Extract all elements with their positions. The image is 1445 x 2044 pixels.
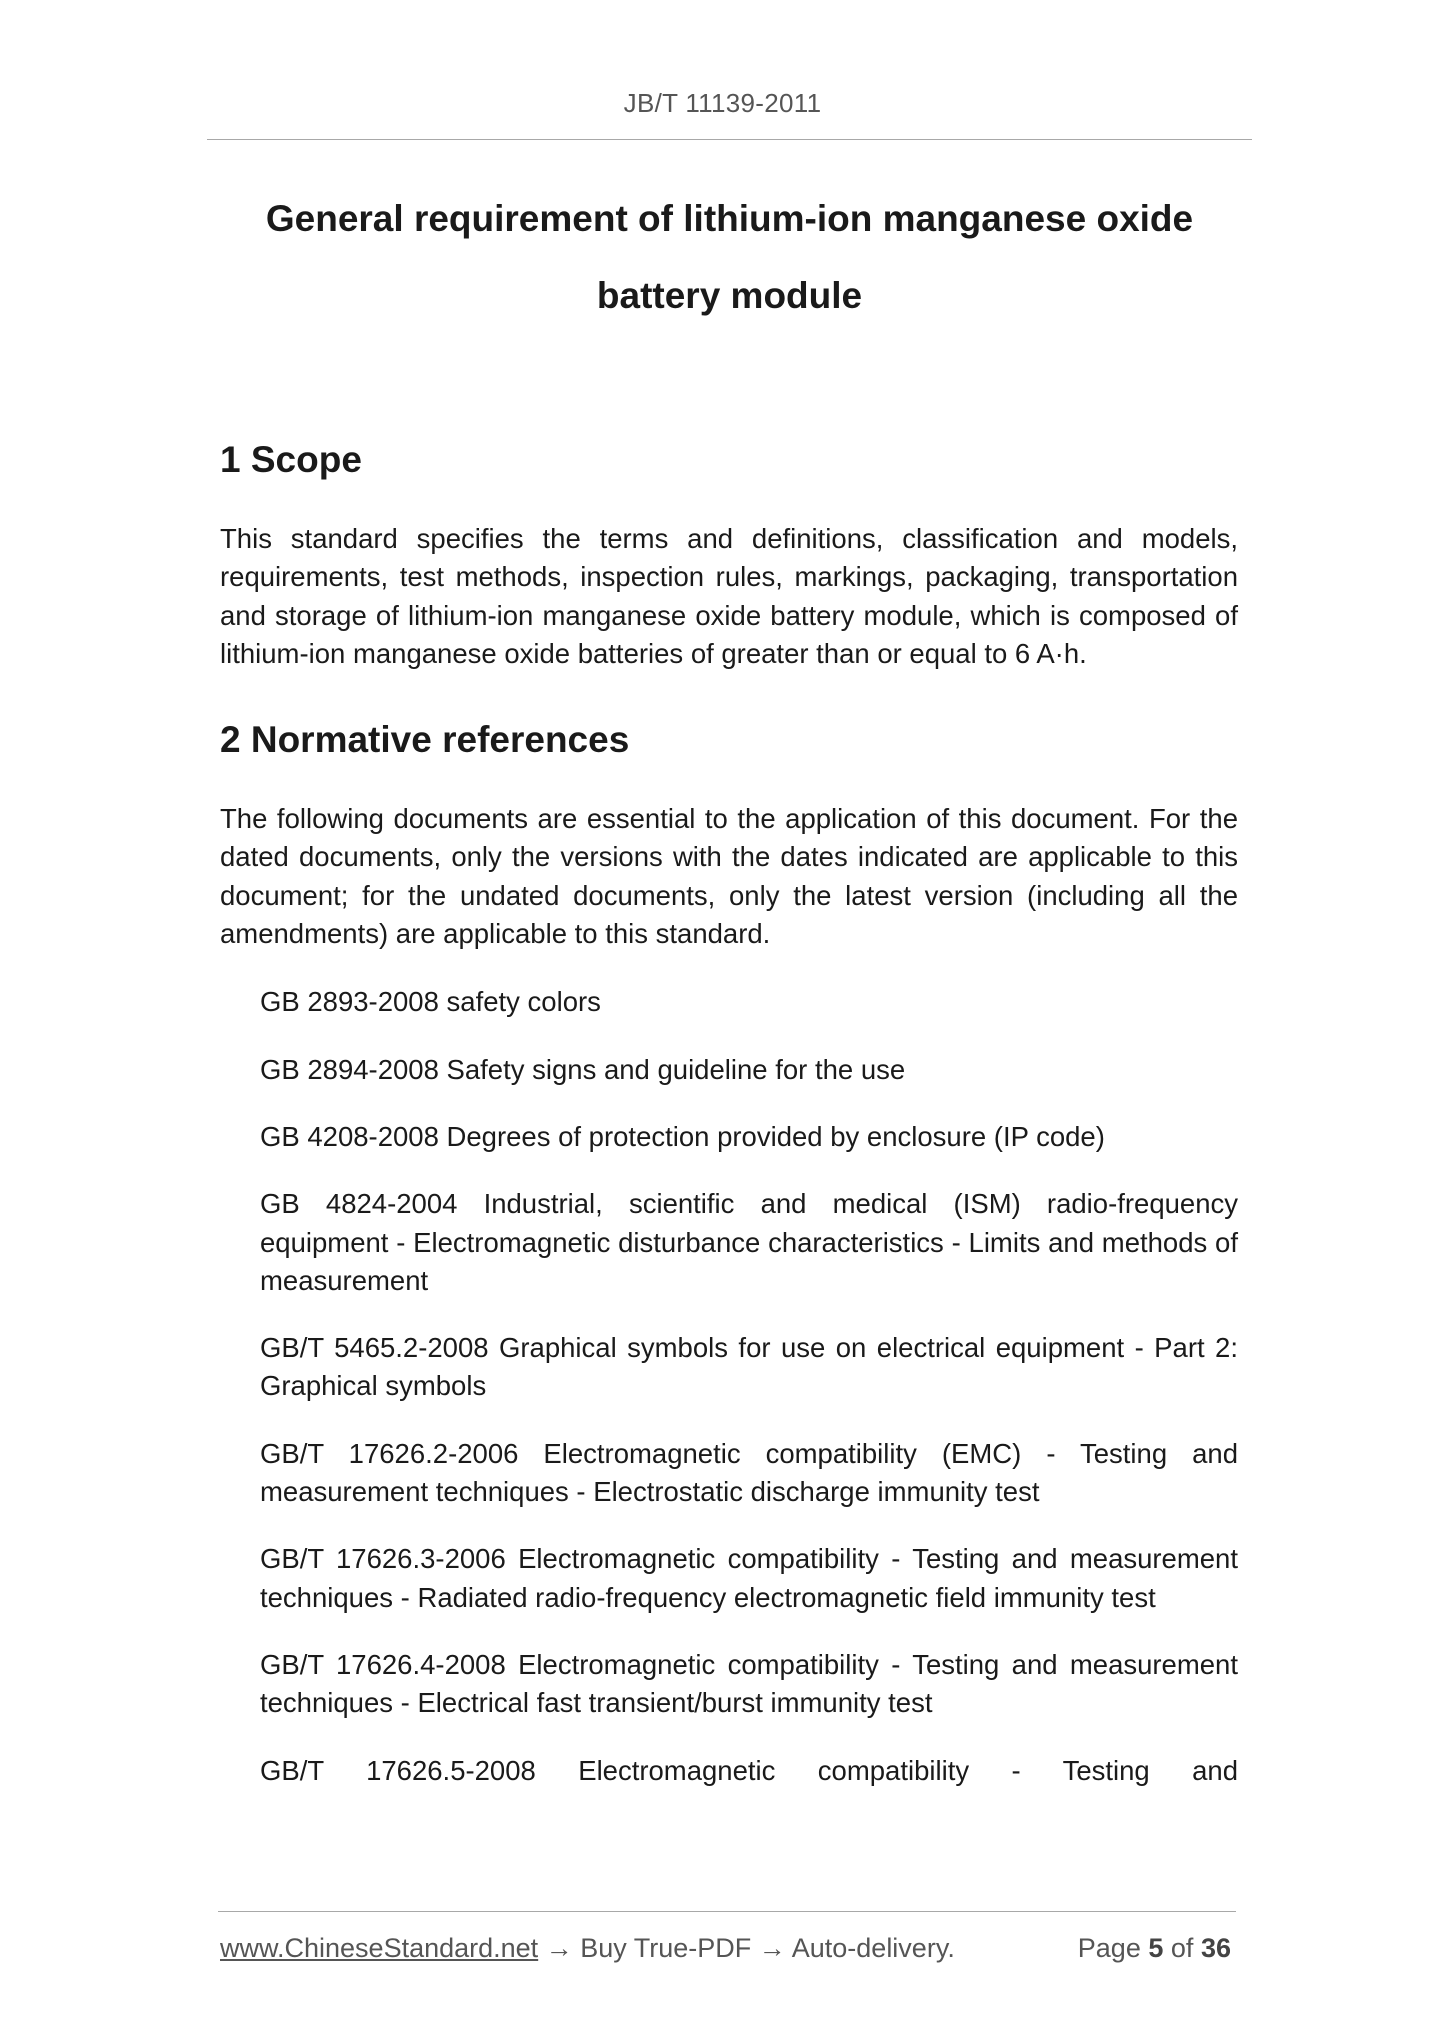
reference-item: GB 2894-2008 Safety signs and guideline for the use [260, 1053, 906, 1085]
reference-item: GB 2893-2008 safety colors [260, 986, 601, 1018]
spacer [220, 673, 1238, 710]
document-title [207, 180, 1252, 334]
document-body [220, 430, 1238, 1790]
footer-promo [220, 1933, 955, 1964]
header-divider [207, 139, 1252, 140]
reference-list [220, 983, 1238, 1789]
reference-item: GB/T 17626.2-2006 Electromagnetic compatibility (EMC) - Testing and measurement techniques - Electrostatic discharge immunity test [260, 1437, 1238, 1508]
spacer [220, 770, 1238, 800]
reference-item: GB/T 17626.4-2008 Electromagnetic compatibility - Testing and measurement techniques - Electrical fast transient/burst immunity test [260, 1648, 1238, 1719]
document-code-header: JB/T 11139-2011 [623, 88, 822, 118]
reference-item: GB 4824-2004 Industrial, scientific and medical (ISM) radio-frequency equipment - Electromagnetic disturbance characteristics - Limits and methods of measurement [260, 1188, 1238, 1296]
footer-divider [218, 1911, 1236, 1912]
footer-tagline: → Buy True-PDF → Auto-delivery. [538, 1933, 955, 1963]
page-current: 5 [1148, 1933, 1164, 1963]
page-number [1078, 1933, 1231, 1964]
spacer [220, 490, 1238, 520]
normative-references-paragraph: The following documents are essential to the application of this document. For the dated documents, only the versions with the dates indicated are applicable to this document; for the undated documents, only the latest version (including all the amendments) are applicable to this standard. [220, 803, 1238, 950]
reference-item: GB/T 17626.3-2006 Electromagnetic compatibility - Testing and measurement techniques - Radiated radio-frequency electromagnetic field immunity test [260, 1543, 1238, 1613]
scope-paragraph: This standard specifies the terms and definitions, classification and models, requirements, test methods, inspection rules, markings, packaging, transportation and storage of lithium-ion manganese oxide battery module, which is composed of lithium-ion manganese oxide batteries of greater than or equal to 6 A·h. [220, 523, 1238, 669]
title-line-2: battery module [596, 275, 863, 316]
page-of-label: of [1170, 1933, 1194, 1963]
reference-item: GB/T 5465.2-2008 Graphical symbols for use on electrical equipment - Part 2: Graphical symbols [260, 1332, 1238, 1402]
page-total: 36 [1200, 1933, 1231, 1963]
section-heading-scope: 1 Scope [220, 439, 362, 480]
section-heading-normative-references: 2 Normative references [220, 719, 630, 761]
reference-item: GB 4208-2008 Degrees of protection provided by enclosure (IP code) [260, 1120, 1105, 1152]
title-line-1: General requirement of lithium-ion manganese oxide [265, 198, 1194, 239]
website-link[interactable]: www.ChineseStandard.net [220, 1933, 539, 1963]
page-label: Page [1077, 1933, 1141, 1963]
reference-item: GB/T 17626.5-2008 Electromagnetic compatibility - Testing and [260, 1754, 1238, 1786]
